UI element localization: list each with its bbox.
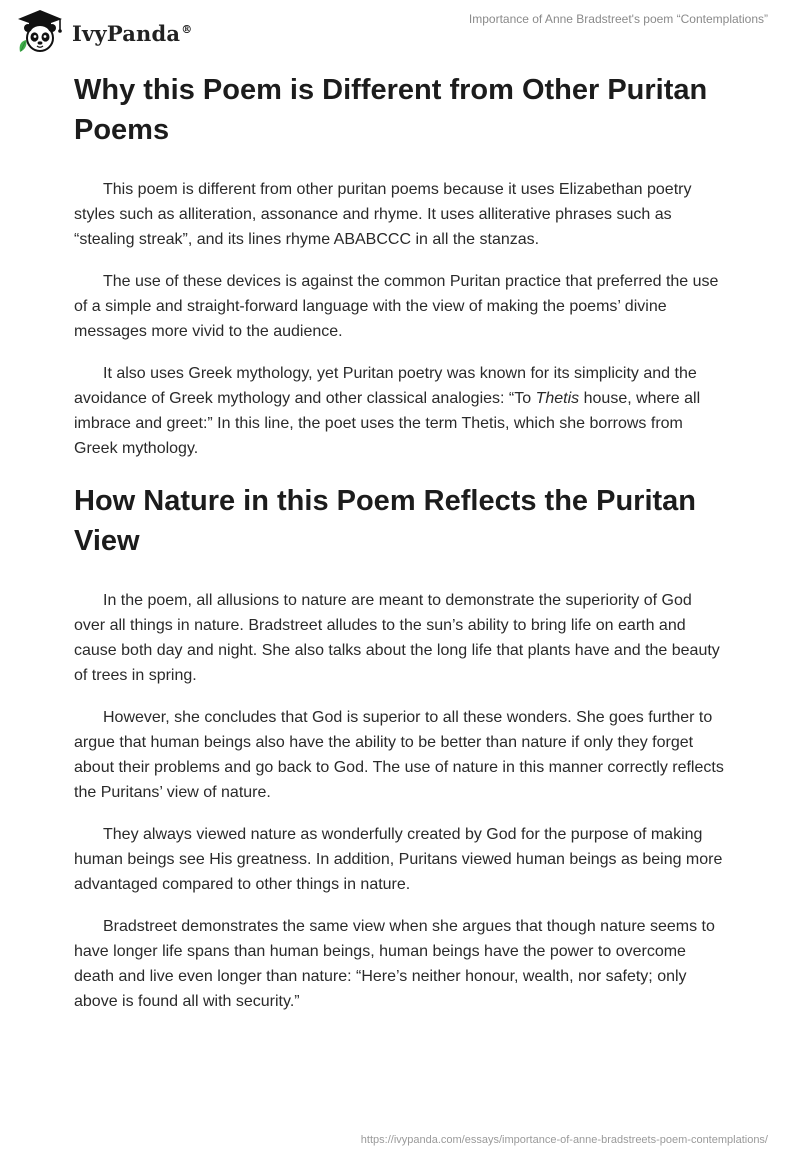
section-different-poem (74, 70, 726, 461)
brand-name: IvyPanda® (72, 20, 193, 46)
paragraph: This poem is different from other puritan poems because it uses Elizabethan poetry styles such as alliteration, assonance and rhyme. It uses alliterative phrases such as “stealing streak”, and its lines rhyme ABABCCC in all the stanzas. (74, 181, 692, 248)
panda-graduate-icon (14, 8, 66, 54)
paragraph: They always viewed nature as wonderfully created by God for the purpose of making human beings see His greatness. In addition, Puritans viewed human beings as being more advantaged compared to other things in nature. (74, 826, 723, 893)
paragraph: In the poem, all allusions to nature are meant to demonstrate the superiority of God over all things in nature. Bradstreet alludes to the sun’s ability to bring life on earth and cause both day and night. She also talks about the long life that plants have and the beauty of trees in spring. (74, 592, 720, 684)
paragraph: However, she concludes that God is superior to all these wonders. She goes further to argue that human beings also have the ability to be better than nature if only they forget about their problems and go back to God. The use of nature in this manner correctly reflects the Puritans’ view of nature. (74, 709, 724, 801)
document-title: Importance of Anne Bradstreet's poem “Contemplations” (468, 12, 768, 26)
italic-thetis: Thetis (535, 390, 580, 407)
registered-mark: ® (181, 22, 193, 36)
source-url[interactable]: https://ivypanda.com/essays/importance-of-anne-bradstreets-poem-contemplations/ (360, 1134, 768, 1146)
paragraph: The use of these devices is against the common Puritan practice that preferred the use of a simple and straight-forward language with the view of making the poems’ divine messages more vivid to the audience. (74, 273, 719, 340)
ivypanda-logo[interactable] (14, 8, 192, 54)
section-heading: How Nature in this Poem Reflects the Puritan View (74, 485, 696, 557)
section-heading: Why this Poem is Different from Other Puritan Poems (74, 74, 708, 146)
essay-content (74, 70, 726, 1031)
page-header (0, 0, 800, 60)
section-nature-view (74, 481, 726, 1014)
paragraph-mythology: It also uses Greek mythology, yet Puritan poetry was known for its simplicity and the avoidance of Greek mythology and other classical analogies: “To Thetis house, where all imbrace and greet:” In this line, the poet uses the term Thetis, which she borrows from Greek mythology. (74, 365, 701, 457)
paragraph: Bradstreet demonstrates the same view when she argues that though nature seems to have longer life spans than human beings, human beings have the power to overcome death and live even longer than nature: “Here’s neither honour, wealth, nor safety; only above is found all with security.” (74, 918, 715, 1010)
